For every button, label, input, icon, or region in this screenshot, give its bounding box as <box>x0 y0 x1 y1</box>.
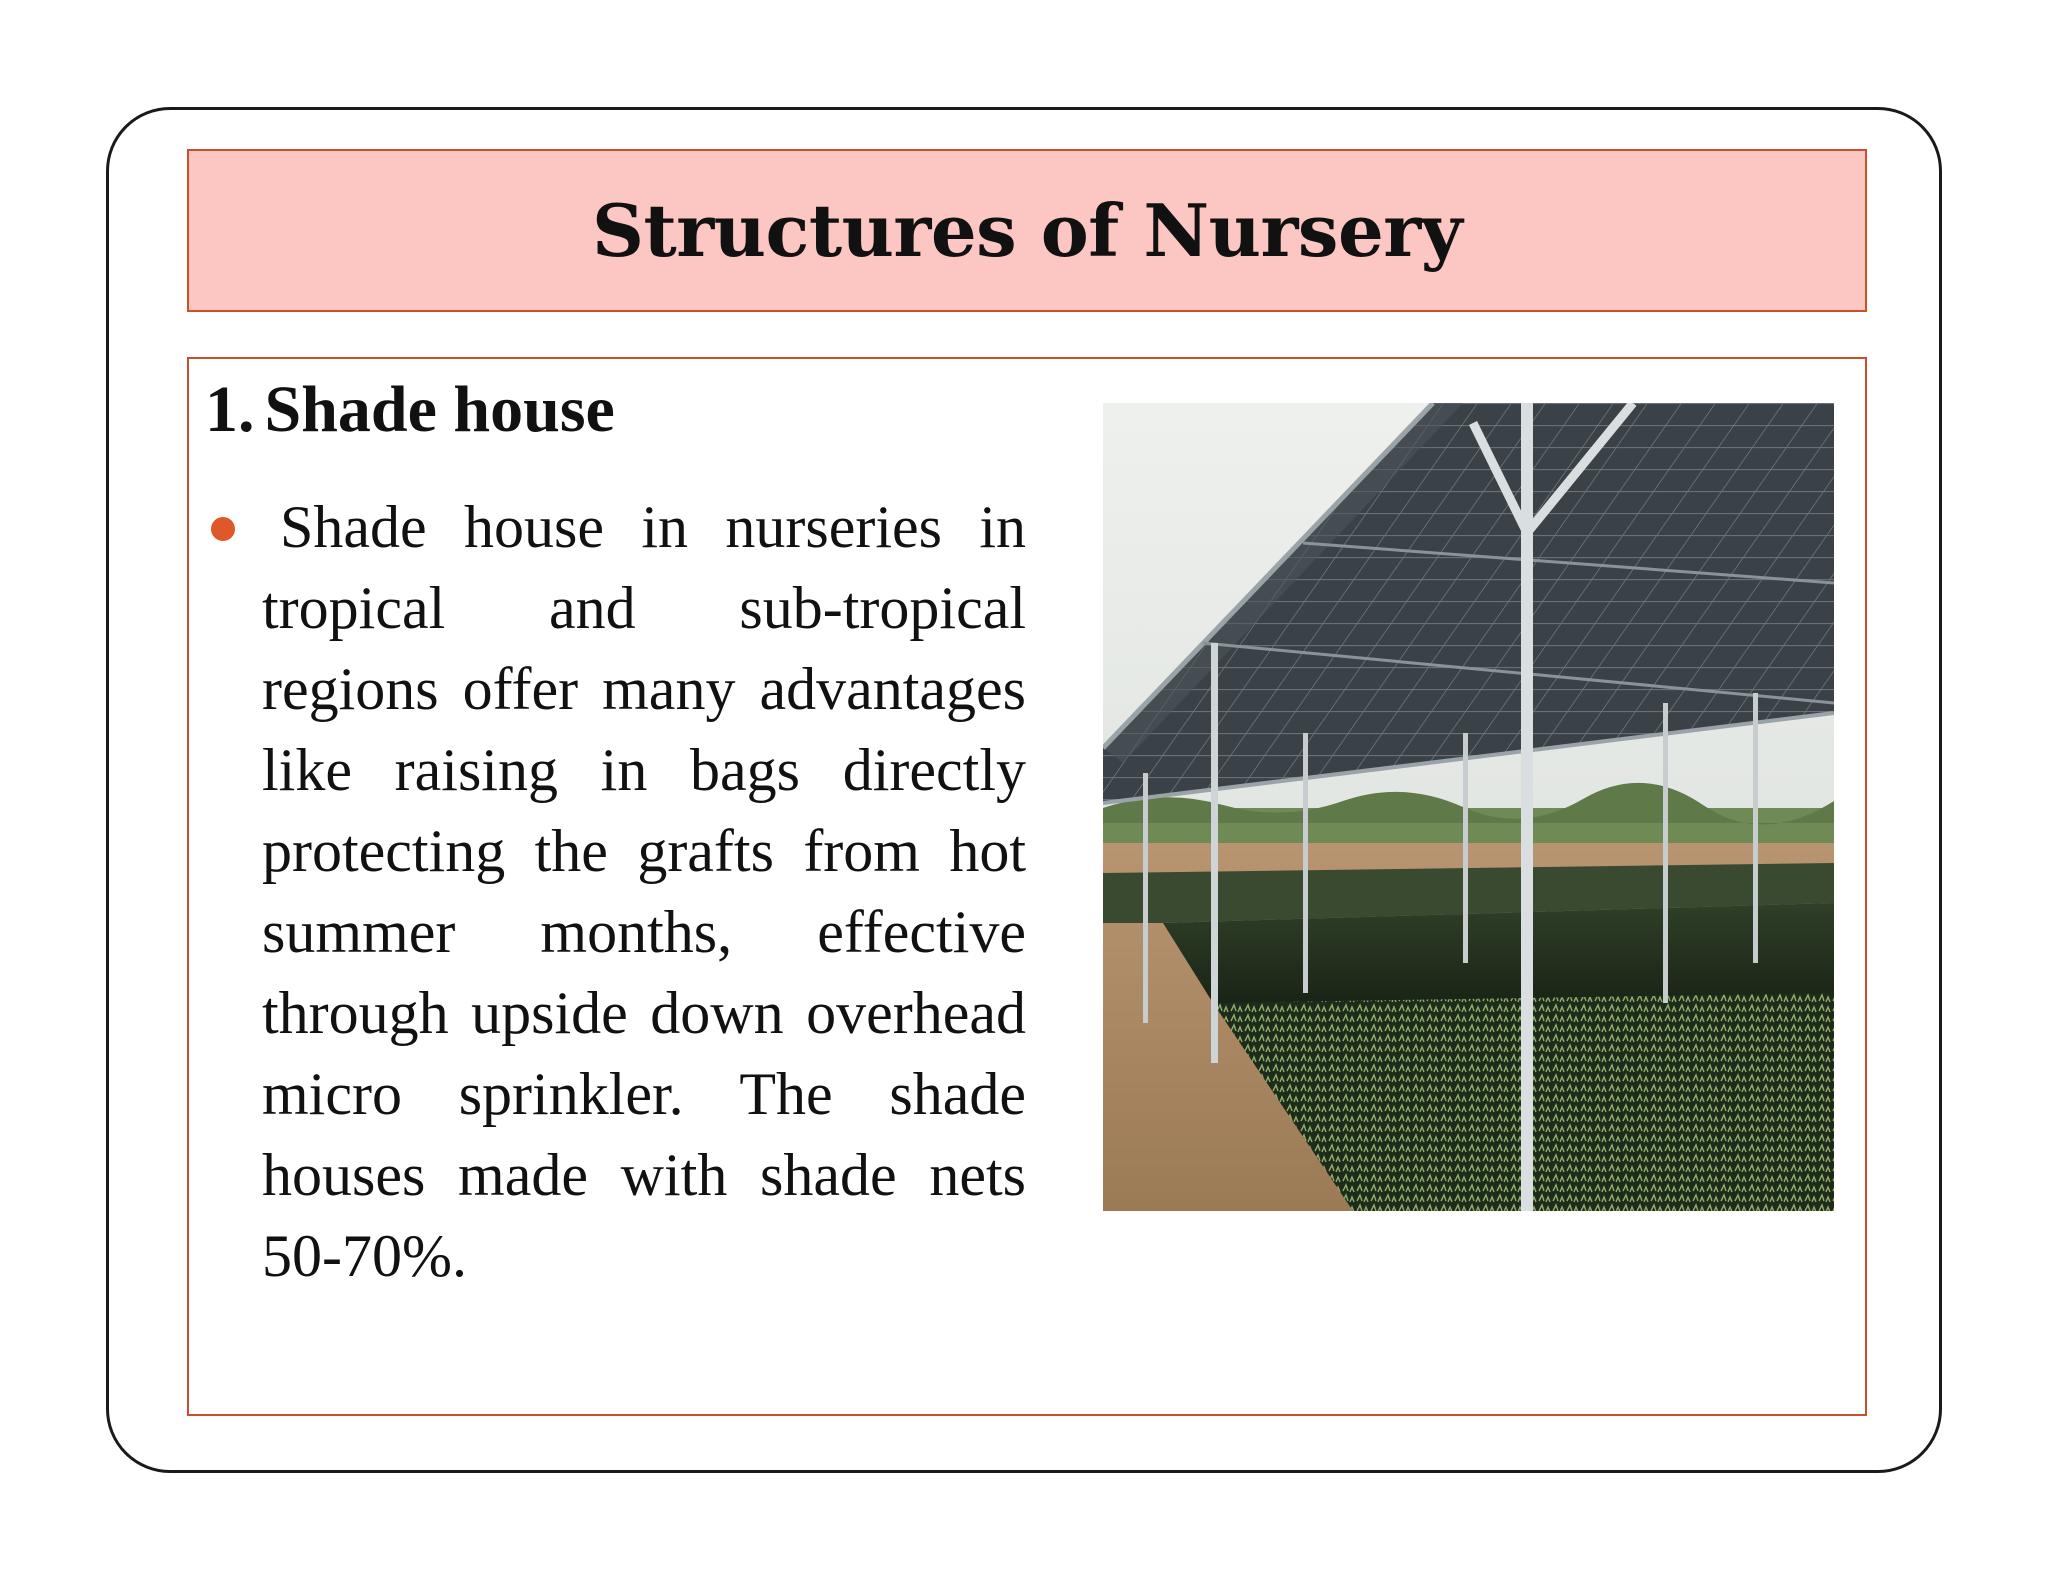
section-heading-text: Shade house <box>264 373 615 446</box>
shade-house-photo <box>1103 403 1834 1211</box>
bullet-dot-icon <box>211 517 235 541</box>
bullet-paragraph: Shade house in nurseries in tropical and sub-tropical regions offer many advantages like raising in bags directly protecting the grafts from hot summer months, effective through upside down overhead micro sprinkler. The shade houses made with shade nets 50-70%. <box>262 494 1026 1289</box>
slide-title: Structures of Nursery <box>591 188 1463 273</box>
section-heading <box>205 372 615 448</box>
section-number: 1. <box>205 373 255 446</box>
title-banner <box>187 149 1867 312</box>
